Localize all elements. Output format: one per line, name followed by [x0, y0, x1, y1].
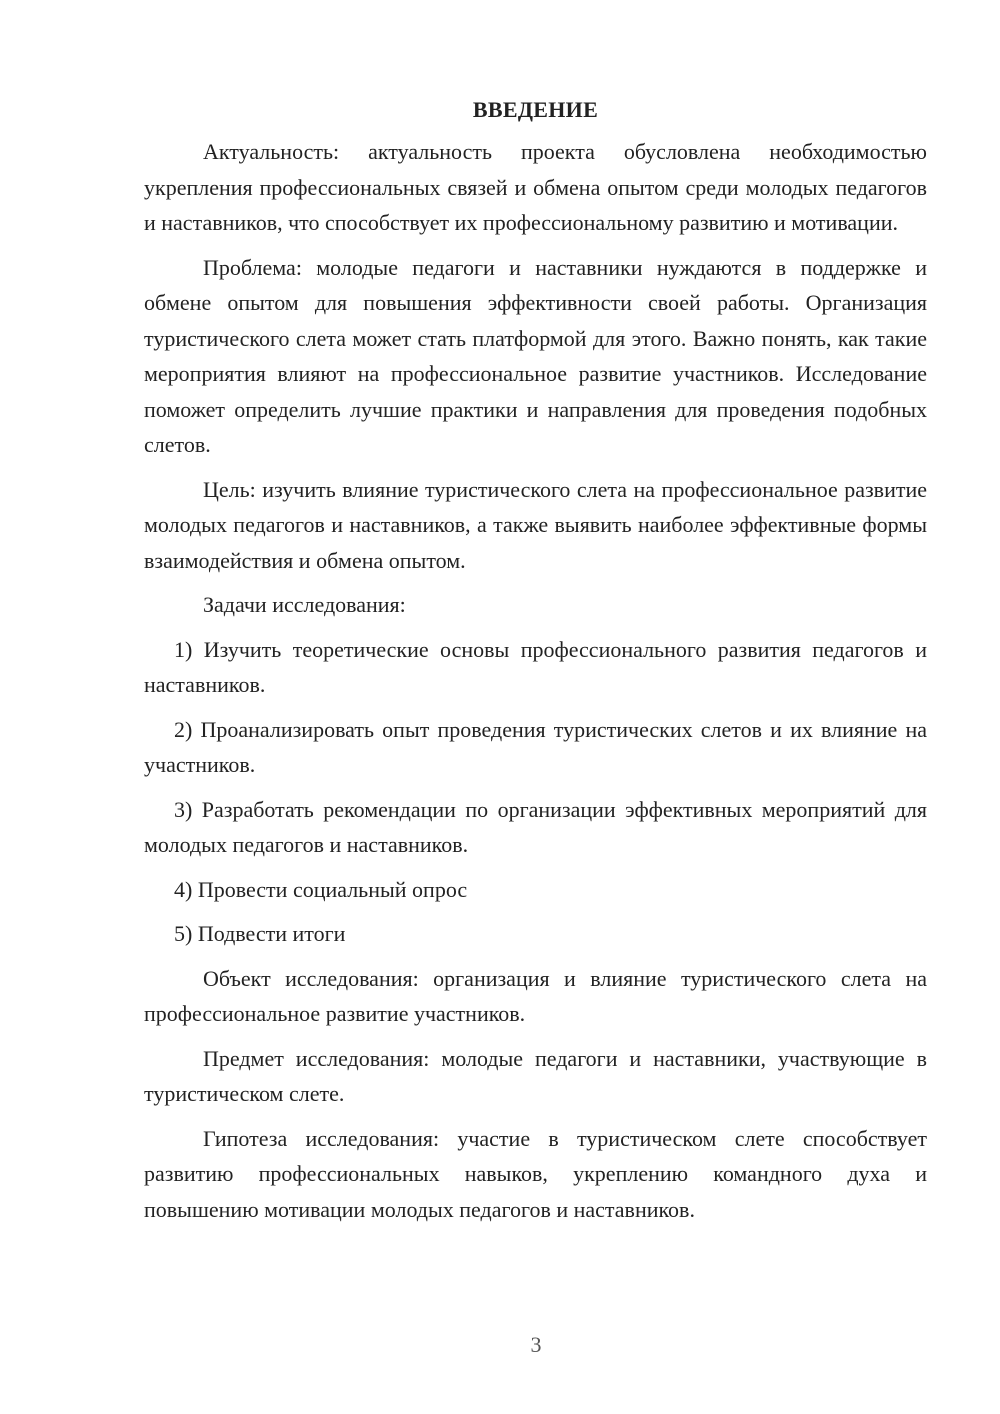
- goal-paragraph: Цель: изучить влияние туристического слета на профессиональное развитие молодых педагогов и наставников, а также выявить наиболее эффективные формы взаимодействия и обмена опытом.: [144, 476, 927, 573]
- task-item-4: 4) Провести социальный опрос: [174, 876, 468, 902]
- page-number: 3: [530, 1332, 542, 1357]
- page-content: [144, 96, 927, 1236]
- task-item-2: 2) Проанализировать опыт проведения туристических слетов и их влияние на участников.: [144, 716, 927, 777]
- object-paragraph: Объект исследования: организация и влияние туристического слета на профессиональное развитие участников.: [144, 965, 927, 1026]
- section-heading: ВВЕДЕНИЕ: [472, 97, 599, 122]
- task-item-3: 3) Разработать рекомендации по организации эффективных мероприятий для молодых педагогов и наставников.: [144, 796, 927, 857]
- task-item-5: 5) Подвести итоги: [174, 921, 346, 946]
- tasks-title: Задачи исследования:: [203, 592, 406, 617]
- hypothesis-paragraph: Гипотеза исследования: участие в туристическом слете способствует развитию профессиональных навыков, укреплению командного духа и повышению мотивации молодых педагогов и наставников.: [144, 1125, 927, 1222]
- problem-paragraph: Проблема: молодые педагоги и наставники нуждаются в поддержке и обмене опытом для повышения эффективности своей работы. Организация туристического слета может стать платформой для этого. Важно понять, как такие мероприятия влияют на профессиональное развитие участников. Исследование поможет определить лучшие практики и направления для проведения подобных слетов.: [144, 254, 927, 457]
- task-item-1: 1) Изучить теоретические основы профессионального развития педагогов и наставников.: [144, 636, 927, 697]
- subject-paragraph: Предмет исследования: молодые педагоги и наставники, участвующие в туристическом слете.: [144, 1045, 927, 1106]
- relevance-paragraph: Актуальность: актуальность проекта обусловлена необходимостью укрепления профессиональных связей и обмена опытом среди молодых педагогов и наставников, что способствует их профессиональному развитию и мотивации.: [144, 139, 927, 235]
